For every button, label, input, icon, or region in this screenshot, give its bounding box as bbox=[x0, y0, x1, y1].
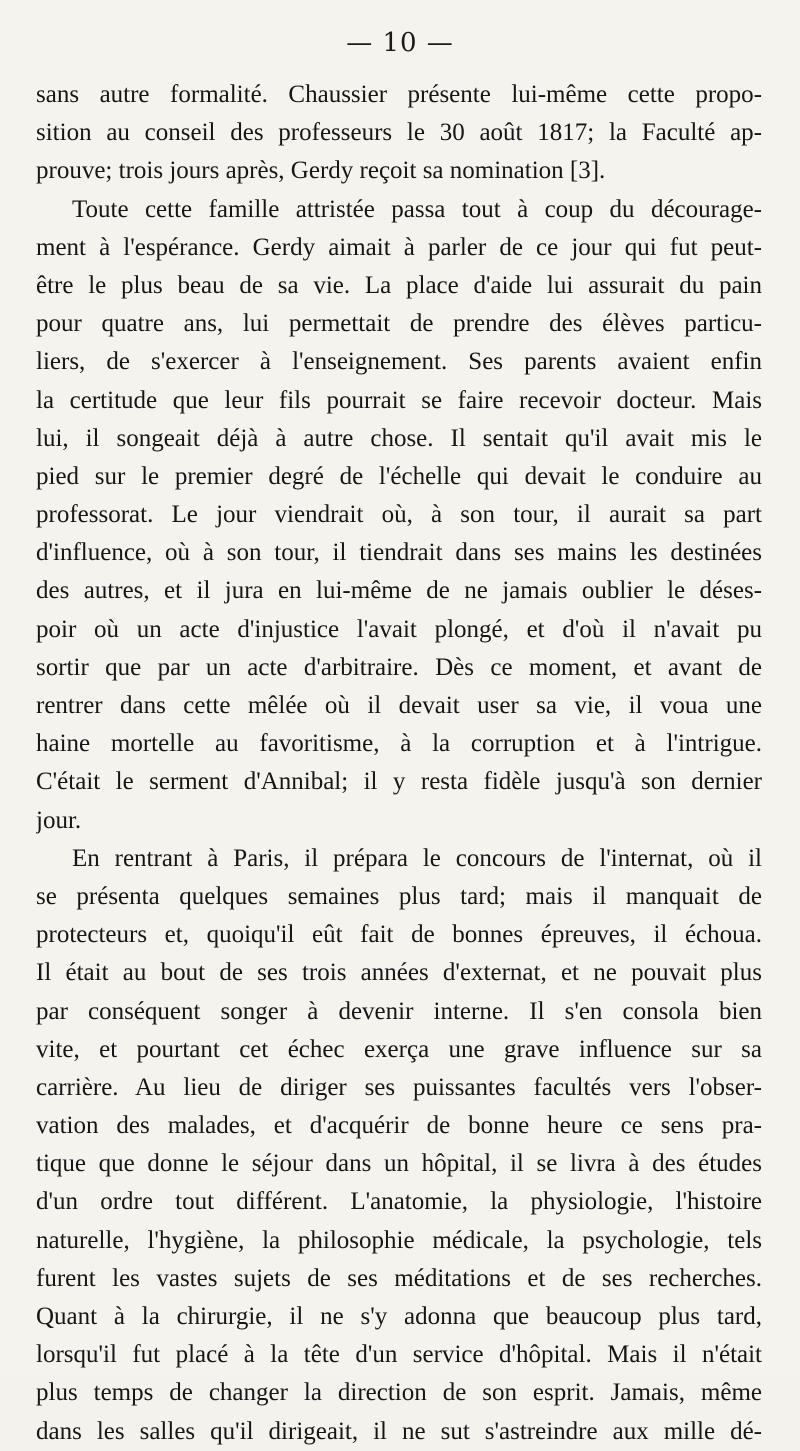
page-number: — 10 — bbox=[346, 28, 454, 58]
text-line: des autres, et il jura en lui-même de ne jamais oublier le déses- bbox=[36, 577, 762, 605]
text-line: lorsqu'il fut placé à la tête d'un service d'hôpital. Mais il n'était bbox=[36, 1341, 762, 1369]
text-line: furent les vastes sujets de ses méditations et de ses recherches. bbox=[36, 1264, 762, 1292]
text-line: la certitude que leur fils pourrait se faire recevoir docteur. Mais bbox=[36, 386, 762, 414]
text-line: être le plus beau de sa vie. La place d'aide lui assurait du pain bbox=[36, 271, 762, 299]
text-line: sans autre formalité. Chaussier présente lui-même cette propo- bbox=[36, 81, 762, 108]
text-line: vite, et pourtant cet échec exerça une grave influence sur sa bbox=[36, 1035, 762, 1063]
text-line: lui, il songeait déjà à autre chose. Il sentait qu'il avait mis le bbox=[36, 424, 762, 452]
text-line: carrière. Au lieu de diriger ses puissantes facultés vers l'obser- bbox=[36, 1073, 762, 1101]
text-line: ment à l'espérance. Gerdy aimait à parler de ce jour qui fut peut- bbox=[36, 233, 762, 261]
text-line: liers, de s'exercer à l'enseignement. Ses parents avaient enfin bbox=[36, 348, 762, 376]
text-line: dans les salles qu'il dirigeait, il ne sut s'astreindre aux mille dé- bbox=[36, 1417, 762, 1445]
text-line: plus temps de changer la direction de son esprit. Jamais, même bbox=[36, 1379, 762, 1407]
text-line: protecteurs et, quoiqu'il eût fait de bonnes épreuves, il échoua. bbox=[36, 921, 762, 949]
text-line: Il était au bout de ses trois années d'externat, et ne pouvait plus bbox=[36, 959, 762, 987]
text-line: pour quatre ans, lui permettait de prendre des élèves particu- bbox=[36, 310, 762, 338]
text-line: haine mortelle au favoritisme, à la corruption et à l'intrigue. bbox=[36, 730, 762, 758]
text-line: rentrer dans cette mêlée où il devait user sa vie, il voua une bbox=[36, 692, 762, 719]
text-line: Quant à la chirurgie, il ne s'y adonna que beaucoup plus tard, bbox=[36, 1303, 762, 1330]
text-line: pied sur le premier degré de l'échelle qui devait le conduire au bbox=[36, 462, 762, 490]
text-line: vation des malades, et d'acquérir de bonne heure ce sens pra- bbox=[36, 1112, 762, 1140]
text-line: d'un ordre tout différent. L'anatomie, la physiologie, l'histoire bbox=[36, 1188, 762, 1216]
text-line: tique que donne le séjour dans un hôpital, il se livra à des études bbox=[36, 1150, 762, 1178]
text-line: En rentrant à Paris, il prépara le concours de l'internat, où il bbox=[72, 844, 762, 872]
text-line: Toute cette famille attristée passa tout à coup du décourage- bbox=[72, 195, 762, 223]
text-line: sortir que par un acte d'arbitraire. Dès ce moment, et avant de bbox=[36, 653, 762, 681]
text-line: par conséquent songer à devenir interne. Il s'en consola bien bbox=[36, 997, 762, 1025]
text-line: professorat. Le jour viendrait où, à son tour, il aurait sa part bbox=[36, 501, 762, 529]
body-text bbox=[36, 76, 762, 1451]
text-line: sition au conseil des professeurs le 30 août 1817; la Faculté ap- bbox=[36, 119, 762, 147]
text-line: se présenta quelques semaines plus tard; mais il manquait de bbox=[36, 882, 762, 910]
text-line: d'influence, où à son tour, il tiendrait dans ses mains les destinées bbox=[36, 539, 762, 567]
text-line: jour. bbox=[36, 806, 82, 834]
text-line: poir où un acte d'injustice l'avait plongé, et d'où il n'avait pu bbox=[36, 615, 762, 643]
text-line: prouve; trois jours après, Gerdy reçoit sa nomination [3]. bbox=[36, 157, 606, 185]
text-line: C'était le serment d'Annibal; il y resta fidèle jusqu'à son dernier bbox=[36, 768, 762, 796]
text-line: naturelle, l'hygiène, la philosophie médicale, la psychologie, tels bbox=[36, 1226, 762, 1254]
